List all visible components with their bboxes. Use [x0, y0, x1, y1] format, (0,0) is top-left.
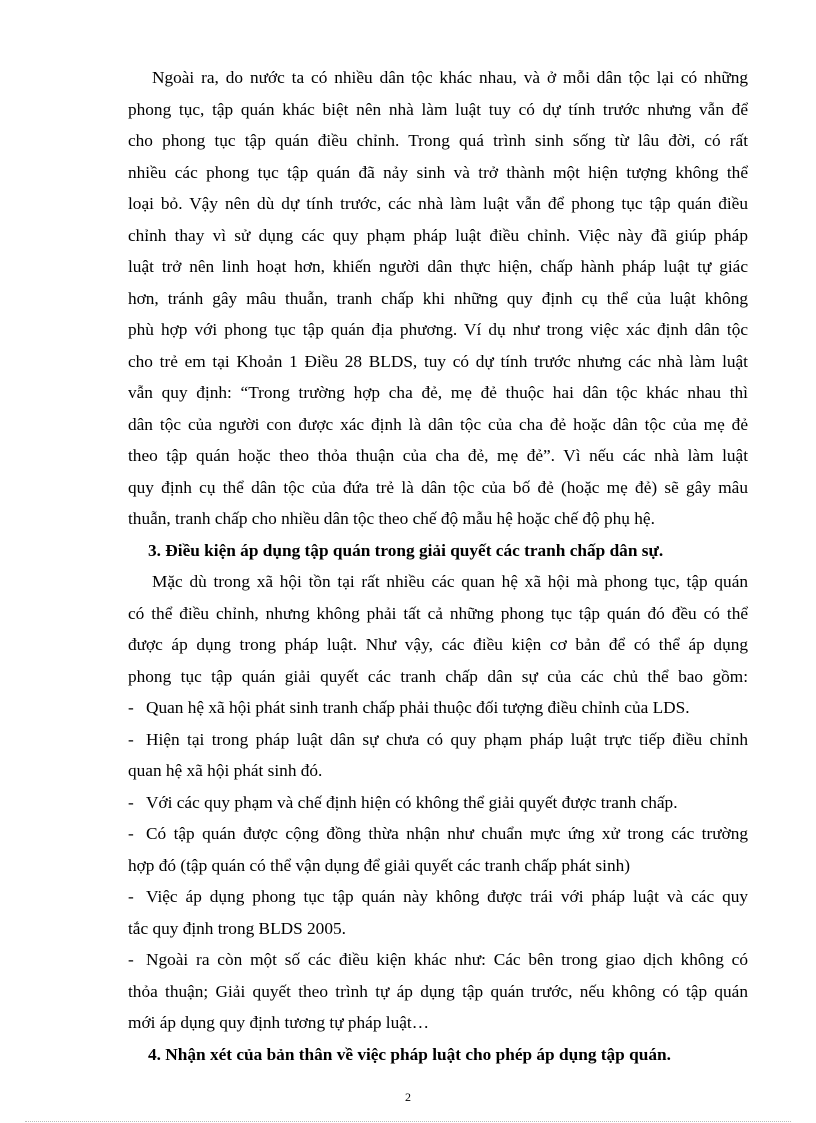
text-line: Mặc dù trong xã hội tồn tại rất nhiều các quan hệ xã hội mà phong tục, tập quán — [152, 572, 748, 591]
list-item-text: thỏa thuận; Giải quyết theo trình tự áp dụng tập quán trước, nếu không có tập quán — [128, 981, 748, 1001]
bullet-dash: - — [128, 792, 134, 812]
text-line: theo tập quán hoặc theo thỏa thuận của cha đẻ, mẹ đẻ”. Vì nếu các nhà làm luật — [128, 446, 748, 465]
footer-divider — [25, 1121, 791, 1122]
list-item-text: Quan hệ xã hội phát sinh tranh chấp phải thuộc đối tượng điều chỉnh của LDS. — [146, 698, 690, 717]
list-item-text: quan hệ xã hội phát sinh đó. — [128, 761, 323, 780]
text-line: phong tục, tập quán khác biệt nên nhà làm luật tuy có dự tính trước nhưng vẫn để — [128, 99, 748, 119]
list-item — [128, 944, 748, 1039]
text-line: phong tục tập quán giải quyết các tranh chấp dân sự của các chủ thể bao gồm: — [128, 666, 748, 686]
paragraph-customs — [128, 62, 748, 535]
text-line: dân tộc của người con được xác định là dân tộc của cha đẻ hoặc dân tộc của mẹ đẻ — [128, 414, 748, 434]
list-item — [128, 724, 748, 787]
text-line: chỉnh thay vì sử dụng các quy phạm pháp luật điều chỉnh. Việc này đã giúp pháp — [128, 225, 748, 245]
page-number: 2 — [405, 1090, 411, 1104]
bullet-dash: - — [128, 698, 134, 717]
section-heading-3: 3. Điều kiện áp dụng tập quán trong giải quyết các tranh chấp dân sự. — [148, 540, 664, 560]
text-line: thuẫn, tranh chấp cho nhiều dân tộc theo chế độ mẫu hệ hoặc chế độ phụ hệ. — [128, 509, 655, 528]
list-item-text: hợp đó (tập quán có thể vận dụng để giải quyết các tranh chấp phát sinh) — [128, 855, 630, 875]
list-item-text: Ngoài ra còn một số các điều kiện khác như: Các bên trong giao dịch không có — [146, 950, 748, 969]
text-line: được áp dụng trong pháp luật. Như vậy, các điều kiện cơ bản để có thể áp dụng — [128, 635, 748, 654]
list-item-text: Với các quy phạm và chế định hiện có không thể giải quyết được tranh chấp. — [146, 792, 678, 812]
list-item — [128, 881, 748, 944]
bullet-dash: - — [128, 824, 134, 843]
list-item-text: Việc áp dụng phong tục tập quán này không được trái với pháp luật và các quy — [146, 887, 748, 906]
bullet-dash: - — [128, 887, 134, 906]
paragraph-conditions — [128, 566, 748, 692]
text-line: phù hợp với phong tục tập quán địa phương. Ví dụ như trong việc xác định dân tộc — [128, 320, 748, 339]
text-line: loại bỏ. Vậy nên dù dự tính trước, các nhà làm luật vẫn để phong tục tập quán điều — [128, 194, 748, 213]
list-item — [128, 787, 748, 819]
text-line: cho trẻ em tại Khoản 1 Điều 28 BLDS, tuy có dự tính trước nhưng các nhà làm luật — [128, 351, 748, 371]
text-line: hơn, tránh gây mâu thuẫn, tranh chấp khi những quy định cụ thể của luật không — [128, 288, 748, 308]
list-item-text: Có tập quán được cộng đồng thừa nhận như chuẩn mực ứng xử trong các trường — [146, 824, 748, 843]
list-item-text: mới áp dụng quy định tương tự pháp luật… — [128, 1013, 430, 1032]
document-body — [128, 62, 748, 1070]
conditions-list — [128, 692, 748, 1039]
bullet-dash: - — [128, 729, 134, 749]
section-heading-4: 4. Nhận xét của bản thân về việc pháp luật cho phép áp dụng tập quán. — [148, 1044, 671, 1064]
text-line: Ngoài ra, do nước ta có nhiều dân tộc khác nhau, và ở mỗi dân tộc lại có những — [152, 68, 748, 87]
text-line: luật trở nên linh hoạt hơn, khiến người dân thực hiện, chấp hành pháp luật tự giác — [128, 257, 748, 276]
text-line: nhiều các phong tục tập quán đã nảy sinh và trở thành một hiện tượng không thể — [128, 162, 748, 182]
list-item-text: Hiện tại trong pháp luật dân sự chưa có quy phạm pháp luật trực tiếp điều chỉnh — [146, 729, 748, 749]
text-line: cho phong tục tập quán điều chỉnh. Trong quá trình sinh sống từ lâu đời, có rất — [128, 131, 748, 150]
text-line: quy định cụ thể dân tộc của đứa trẻ là dân tộc của bố đẻ (hoặc mẹ đẻ) sẽ gây mâu — [128, 477, 748, 497]
list-item — [128, 692, 748, 724]
text-line: vẫn quy định: “Trong trường hợp cha đẻ, mẹ đẻ thuộc hai dân tộc khác nhau thì — [128, 383, 748, 402]
text-line: có thể điều chỉnh, nhưng không phải tất cả những phong tục tập quán đó đều có thể — [128, 603, 748, 623]
bullet-dash: - — [128, 950, 134, 969]
list-item — [128, 818, 748, 881]
list-item-text: tắc quy định trong BLDS 2005. — [128, 918, 346, 938]
